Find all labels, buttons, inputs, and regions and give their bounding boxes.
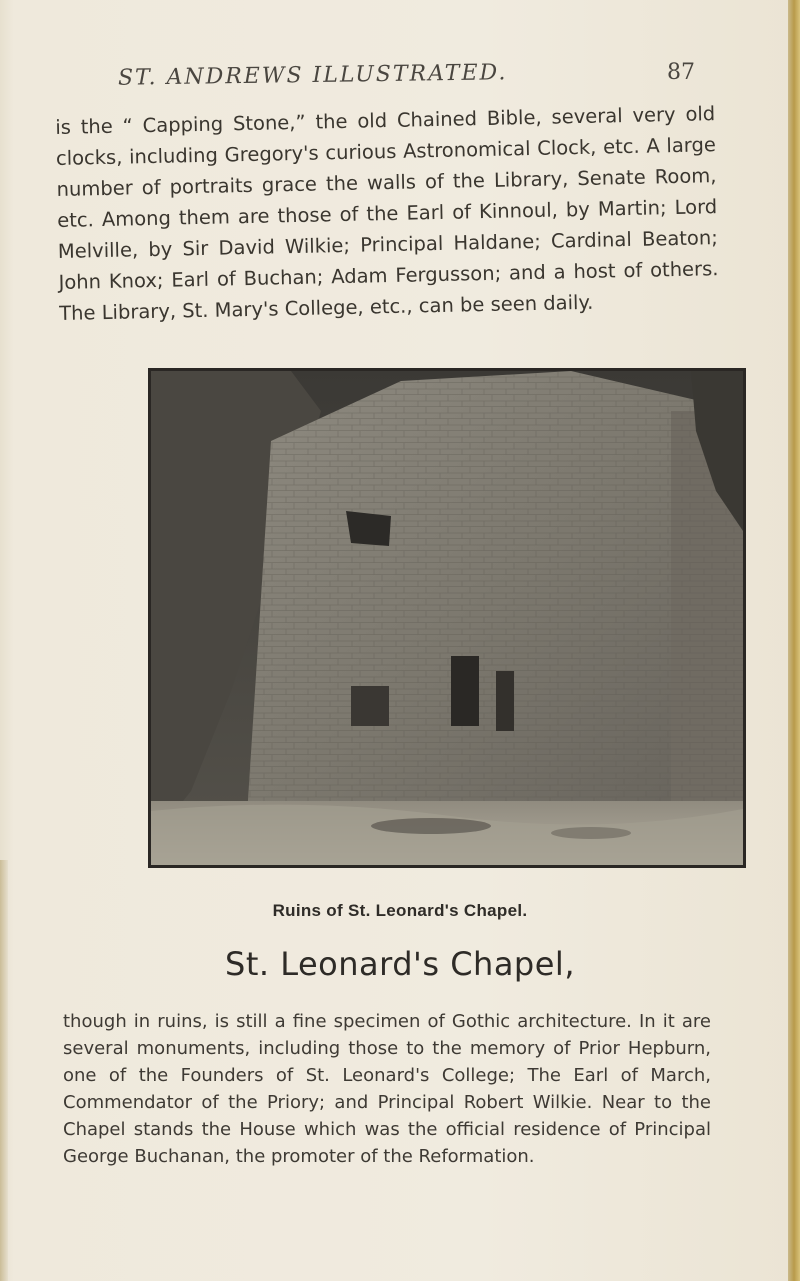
running-head: ST. ANDREWS ILLUSTRATED. (117, 60, 508, 91)
page-number: 87 (667, 60, 695, 85)
top-paragraph: is the “ Capping Stone,” the old Chained Bible, several very old clocks, including Gregory's curious Astronomical Clock, etc. A large number of portraits grace the walls of the Library, Senate Room, etc. Among them are those of the Earl of Kinnoul, by Martin; Lord Melville, by Sir David Wilkie; Principal Haldane; Cardinal Beaton; John Knox; Earl of Buchan; Adam Fergusson; and a host of others. The Library, St. Mary's College, etc., can be seen daily. (55, 102, 719, 325)
page-edge-right (788, 0, 800, 1281)
page-edge-left (0, 860, 8, 1281)
main-paragraph: though in ruins, is still a fine specimen of Gothic architecture. In it are several monuments, including those to the memory of Prior Hepburn, one of the Founders of St. Leonard's College; The Earl of March, Commendator of the Priory; and Principal Robert Wilkie. Near to the Chapel stands the House which was the official residence of Principal George Buchanan, the promoter of the Reformation. (63, 1011, 711, 1167)
chapel-ruins-illustration (151, 371, 743, 865)
chapel-ruins-photo (148, 368, 746, 868)
photo-caption: Ruins of St. Leonard's Chapel. (272, 901, 528, 920)
section-heading: St. Leonard's Chapel, (225, 945, 575, 983)
